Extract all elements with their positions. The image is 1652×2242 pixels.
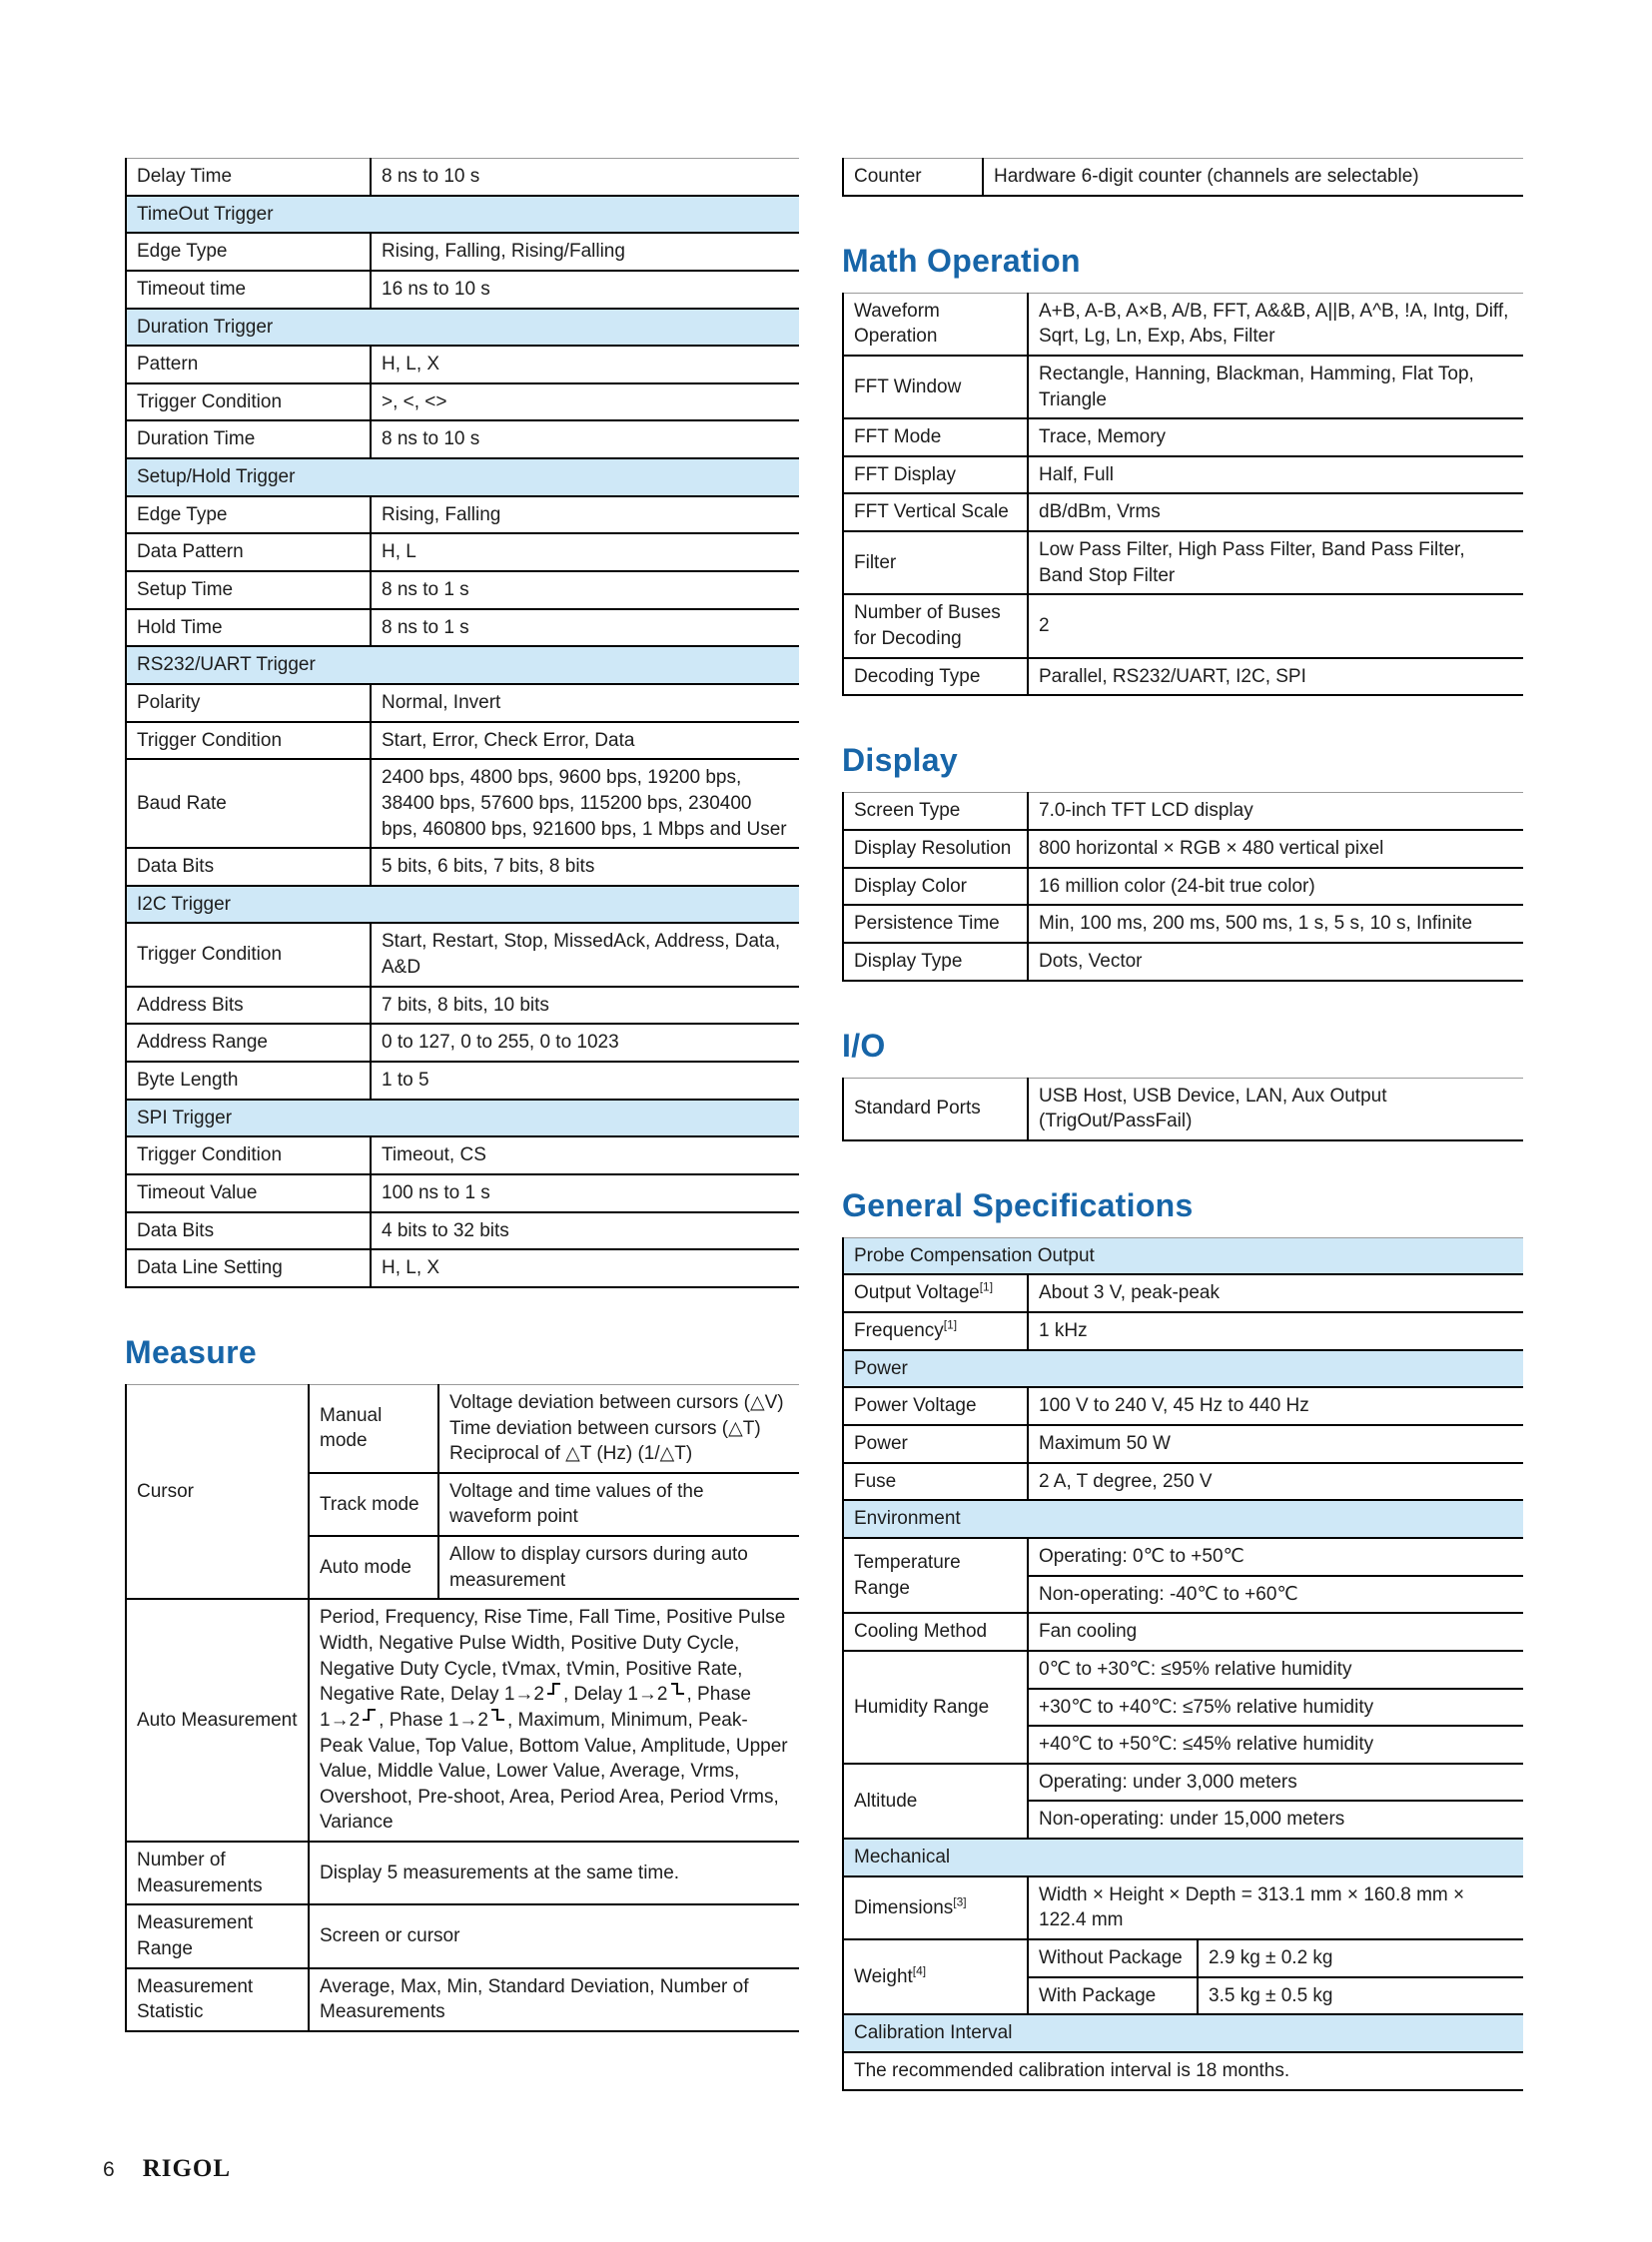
cursor-mode-desc	[438, 1473, 799, 1536]
spec-value: A+B, A-B, A×B, A/B, FFT, A&&B, A||B, A^B, !A, Intg, Diff, Sqrt, Lg, Ln, Exp, Abs, Filter	[1028, 293, 1523, 356]
spec-value: Half, Full	[1028, 456, 1523, 494]
spec-row	[126, 271, 799, 309]
spec-value: Display 5 measurements at the same time.	[309, 1842, 799, 1904]
spec-row	[843, 830, 1523, 868]
spec-row	[126, 1904, 799, 1967]
trigger-specs-table	[125, 158, 799, 1288]
spec-label: FFT Mode	[843, 418, 1028, 456]
spec-value: 8 ns to 10 s	[371, 420, 799, 458]
spec-row	[843, 1312, 1523, 1350]
section-band-row	[843, 1350, 1523, 1388]
section-band-label: Setup/Hold Trigger	[126, 458, 799, 496]
spec-value: 2.9 kg ± 0.2 kg	[1198, 1939, 1523, 1977]
spec-row	[843, 1613, 1523, 1651]
spec-value: Timeout, CS	[371, 1136, 799, 1174]
spec-row	[843, 943, 1523, 981]
cursor-mode-label: Track mode	[309, 1473, 438, 1536]
spec-row	[843, 493, 1523, 531]
spec-label: Hold Time	[126, 609, 371, 647]
right-column	[842, 158, 1523, 2091]
spec-label: Waveform Operation	[854, 300, 940, 348]
spec-row	[126, 1174, 799, 1212]
section-band-label: Mechanical	[843, 1839, 1523, 1876]
cursor-mode-label: Auto mode	[309, 1536, 438, 1599]
spec-label: Power Voltage	[843, 1387, 1028, 1425]
section-band-label: RS232/UART Trigger	[126, 646, 799, 684]
desc-line: Allow to display cursors during auto measurement	[449, 1544, 748, 1591]
spec-row	[843, 1463, 1523, 1501]
spec-label: Persistence Time	[843, 905, 1028, 943]
spec-value: 1 kHz	[1028, 1312, 1523, 1350]
spec-value: 5 bits, 6 bits, 7 bits, 8 bits	[371, 848, 799, 886]
spec-label: Data Line Setting	[126, 1249, 371, 1287]
spec-row	[843, 1274, 1523, 1312]
spec-value: USB Host, USB Device, LAN, Aux Output (TrigOut/PassFail)	[1028, 1078, 1523, 1140]
spec-row	[126, 848, 799, 886]
spec-row	[843, 868, 1523, 906]
spec-label: Pattern	[126, 346, 371, 383]
spec-value: Non-operating: -40℃ to +60℃	[1028, 1576, 1523, 1614]
spec-value: >, <, <>	[371, 383, 799, 421]
rising-edge-icon	[546, 1682, 561, 1696]
spec-value: H, L, X	[371, 346, 799, 383]
cursor-mode-row	[126, 1384, 799, 1472]
display-table	[842, 792, 1523, 981]
spec-label: Cursor	[137, 1480, 195, 1502]
desc-line: Voltage and time values of the waveform point	[449, 1480, 704, 1528]
spec-label: FFT Window	[843, 356, 1028, 418]
rising-edge-icon	[362, 1708, 377, 1722]
spec-row	[126, 722, 799, 760]
spec-value: Non-operating: under 15,000 meters	[1028, 1801, 1523, 1839]
spec-row	[126, 159, 799, 196]
spec-value: Rectangle, Hanning, Blackman, Hamming, Flat Top, Triangle	[1028, 356, 1523, 418]
spec-value: Operating: under 3,000 meters	[1028, 1764, 1523, 1802]
section-band-row	[126, 646, 799, 684]
spec-row	[843, 159, 1523, 196]
rigol-logo: RIGOL	[142, 2155, 232, 2182]
spec-value: 8 ns to 1 s	[371, 571, 799, 609]
spec-row	[126, 1968, 799, 2031]
section-band-label: Environment	[843, 1500, 1523, 1538]
page-footer	[103, 2155, 231, 2183]
spec-value: Trace, Memory	[1028, 418, 1523, 456]
spec-value: About 3 V, peak-peak	[1028, 1274, 1523, 1312]
spec-value: 1 to 5	[371, 1062, 799, 1100]
spec-label: Data Pattern	[126, 533, 371, 571]
spec-row	[843, 1078, 1523, 1140]
spec-row	[126, 1062, 799, 1100]
spec-value: Fan cooling	[1028, 1613, 1523, 1651]
spec-row	[126, 383, 799, 421]
spec-value: 100 ns to 1 s	[371, 1174, 799, 1212]
math-operation-table	[842, 293, 1523, 697]
spec-row	[843, 356, 1523, 418]
section-band-row	[843, 1500, 1523, 1538]
spec-label: Edge Type	[126, 496, 371, 534]
section-band-row	[126, 196, 799, 234]
spec-row	[843, 594, 1523, 657]
spec-row	[126, 496, 799, 534]
spec-row	[126, 1136, 799, 1174]
spec-label: Data Bits	[126, 848, 371, 886]
spec-value: Screen or cursor	[309, 1904, 799, 1967]
spec-row	[126, 1212, 799, 1250]
spec-row	[126, 1249, 799, 1287]
footnote-ref: [1]	[979, 1280, 994, 1295]
spec-label: Filter	[843, 531, 1028, 594]
section-band-row	[843, 2014, 1523, 2052]
spec-subkey: With Package	[1028, 1977, 1198, 2015]
spec-value: +40℃ to +50℃: ≤45% relative humidity	[1028, 1726, 1523, 1764]
spec-value: Operating: 0℃ to +50℃	[1028, 1538, 1523, 1576]
spec-label: Timeout time	[126, 271, 371, 309]
spec-value: Min, 100 ms, 200 ms, 500 ms, 1 s, 5 s, 10 s, Infinite	[1028, 905, 1523, 943]
section-band-label: Calibration Interval	[843, 2014, 1523, 2052]
spec-value: Maximum 50 W	[1028, 1425, 1523, 1463]
spec-value: Start, Error, Check Error, Data	[371, 722, 799, 760]
spec-value: 7 bits, 8 bits, 10 bits	[371, 987, 799, 1025]
spec-label: Setup Time	[126, 571, 371, 609]
spec-value: Start, Restart, Stop, MissedAck, Address, Data, A&D	[371, 923, 799, 986]
spec-value: Dots, Vector	[1028, 943, 1523, 981]
spec-value: Hardware 6-digit counter (channels are selectable)	[983, 159, 1523, 196]
spec-label: Display Color	[843, 868, 1028, 906]
section-band-row	[843, 1237, 1523, 1274]
spec-value: 0 to 127, 0 to 255, 0 to 1023	[371, 1024, 799, 1062]
spec-label: Trigger Condition	[126, 383, 371, 421]
spec-row	[843, 531, 1523, 594]
cursor-mode-desc	[438, 1384, 799, 1472]
desc-line: Voltage deviation between cursors (△V)	[449, 1391, 784, 1413]
spec-row	[126, 987, 799, 1025]
spec-label: Measurement Statistic	[126, 1968, 309, 2031]
spec-row	[126, 420, 799, 458]
footnote-ref: [3]	[953, 1894, 967, 1909]
spec-label: Frequency[1]	[843, 1312, 1028, 1350]
spec-label: Output Voltage[1]	[843, 1274, 1028, 1312]
spec-row	[126, 1842, 799, 1904]
spec-value: Parallel, RS232/UART, I2C, SPI	[1028, 658, 1523, 696]
spec-row	[843, 1425, 1523, 1463]
spec-label: Decoding Type	[843, 658, 1028, 696]
spec-value: +30℃ to +40℃: ≤75% relative humidity	[1028, 1689, 1523, 1727]
spec-value: Width × Height × Depth = 313.1 mm × 160.8 mm × 122.4 mm	[1028, 1876, 1523, 1939]
spec-label: FFT Display	[843, 456, 1028, 494]
section-band-label: Duration Trigger	[126, 309, 799, 347]
spec-label: Weight[4]	[843, 1939, 1028, 2014]
spec-label: Delay Time	[137, 166, 233, 187]
spec-row	[126, 1024, 799, 1062]
spec-value: 2 A, T degree, 250 V	[1028, 1463, 1523, 1501]
desc-line: Time deviation between cursors (△T)	[449, 1417, 761, 1439]
section-band-row	[126, 458, 799, 496]
spec-label: Temperature Range	[843, 1538, 1028, 1613]
spec-value: 8 ns to 1 s	[371, 609, 799, 647]
spec-row	[126, 684, 799, 722]
note-row	[843, 2052, 1523, 2090]
spec-row	[126, 533, 799, 571]
spec-label: Address Bits	[126, 987, 371, 1025]
counter-table	[842, 158, 1523, 197]
spec-row	[843, 418, 1523, 456]
spec-value: 8 ns to 10 s	[371, 159, 799, 196]
spec-label: Fuse	[843, 1463, 1028, 1501]
spec-label: Dimensions[3]	[843, 1876, 1028, 1939]
section-band-row	[843, 1839, 1523, 1876]
spec-value: Period, Frequency, Rise Time, Fall Time, Positive Pulse Width, Negative Pulse Width, Positive Duty Cycle, Negative Duty Cycle, tVmax, tVmin, Positive Rate, Negative Rate, Delay 1→2 , Delay 1→2 , Phase 1→2 , Phase 1→2 , Maximum, Minimum, Peak-Peak Value, Top Value, Bottom Value, Amplitude, Upper Value, Middle Value, Lower Value, Average, Vrms, Overshoot, Pre-shoot, Area, Period Area, Period Vrms, Variance	[309, 1599, 799, 1842]
spec-label: Edge Type	[126, 233, 371, 271]
spec-row	[843, 1538, 1523, 1576]
falling-edge-icon	[490, 1708, 505, 1722]
spec-label: Duration Time	[126, 420, 371, 458]
spec-label: Baud Rate	[126, 759, 371, 848]
spec-row	[843, 1651, 1523, 1689]
spec-label: FFT Vertical Scale	[843, 493, 1028, 531]
spec-label: Display Resolution	[843, 830, 1028, 868]
spec-label: Byte Length	[126, 1062, 371, 1100]
note-text: The recommended calibration interval is 18 months.	[843, 2052, 1523, 2090]
spec-row	[843, 1939, 1523, 1977]
section-band-row	[126, 1100, 799, 1137]
spec-value: H, L	[371, 533, 799, 571]
spec-label: Display Type	[843, 943, 1028, 981]
spec-row	[843, 1764, 1523, 1802]
spec-label: Number of Measurements	[126, 1842, 309, 1904]
footnote-ref: [4]	[912, 1963, 927, 1978]
spec-label: Cooling Method	[843, 1613, 1028, 1651]
spec-row	[843, 658, 1523, 696]
spec-row	[126, 233, 799, 271]
spec-label: Humidity Range	[843, 1651, 1028, 1764]
spec-value: 0℃ to +30℃: ≤95% relative humidity	[1028, 1651, 1523, 1689]
spec-label: Altitude	[843, 1764, 1028, 1839]
spec-row	[126, 571, 799, 609]
measure-table	[125, 1384, 799, 2032]
falling-edge-icon	[670, 1682, 685, 1696]
spec-label: Address Range	[126, 1024, 371, 1062]
section-band-row	[126, 309, 799, 347]
spec-value: Average, Max, Min, Standard Deviation, Number of Measurements	[309, 1968, 799, 2031]
spec-label: Screen Type	[854, 800, 961, 822]
spec-label: Trigger Condition	[126, 722, 371, 760]
footnote-ref: [1]	[943, 1317, 958, 1332]
spec-label: Number of Buses for Decoding	[843, 594, 1028, 657]
spec-value: 16 million color (24-bit true color)	[1028, 868, 1523, 906]
section-band-label: Power	[843, 1350, 1523, 1388]
spec-row	[843, 1876, 1523, 1939]
general-specifications-section-title: General Specifications	[842, 1186, 1194, 1223]
spec-value: Rising, Falling, Rising/Falling	[371, 233, 799, 271]
spec-label: Trigger Condition	[126, 923, 371, 986]
display-section-title: Display	[842, 742, 958, 779]
section-band-row	[126, 886, 799, 924]
section-band-label: I2C Trigger	[126, 886, 799, 924]
spec-value: 4 bits to 32 bits	[371, 1212, 799, 1250]
section-band-label: TimeOut Trigger	[126, 196, 799, 234]
spec-label: Power	[843, 1425, 1028, 1463]
spec-label: Standard Ports	[854, 1098, 981, 1120]
spec-row	[126, 759, 799, 848]
spec-row	[843, 793, 1523, 830]
spec-label: Trigger Condition	[126, 1136, 371, 1174]
spec-label: Polarity	[126, 684, 371, 722]
spec-value: H, L, X	[371, 1249, 799, 1287]
spec-value: 800 horizontal × RGB × 480 vertical pixel	[1028, 830, 1523, 868]
spec-value: Rising, Falling	[371, 496, 799, 534]
cursor-mode-label: Manual mode	[309, 1384, 438, 1472]
section-band-label: SPI Trigger	[126, 1100, 799, 1137]
io-section-title: I/O	[842, 1027, 886, 1064]
section-band-label: Probe Compensation Output	[843, 1237, 1523, 1274]
spec-value: 100 V to 240 V, 45 Hz to 440 Hz	[1028, 1387, 1523, 1425]
spec-value: 2400 bps, 4800 bps, 9600 bps, 19200 bps, 38400 bps, 57600 bps, 115200 bps, 230400 bps, 460800 bps, 921600 bps, 1 Mbps and User	[371, 759, 799, 848]
spec-row	[843, 1387, 1523, 1425]
spec-value: Low Pass Filter, High Pass Filter, Band Pass Filter, Band Stop Filter	[1028, 531, 1523, 594]
spec-label: Measurement Range	[126, 1904, 309, 1967]
measure-section-title: Measure	[125, 1333, 257, 1370]
left-column	[125, 158, 799, 2032]
spec-label: Timeout Value	[126, 1174, 371, 1212]
spec-label: Data Bits	[126, 1212, 371, 1250]
spec-subkey: Without Package	[1028, 1939, 1198, 1977]
spec-row	[843, 456, 1523, 494]
spec-label: Counter	[854, 166, 922, 187]
general-specifications-table	[842, 1237, 1523, 2091]
spec-label: Auto Measurement	[126, 1599, 309, 1842]
cursor-mode-desc	[438, 1536, 799, 1599]
spec-value: 7.0-inch TFT LCD display	[1028, 793, 1523, 830]
spec-value: 16 ns to 10 s	[371, 271, 799, 309]
spec-row	[126, 609, 799, 647]
desc-line: Reciprocal of △T (Hz) (1/△T)	[449, 1443, 693, 1465]
spec-value: dB/dBm, Vrms	[1028, 493, 1523, 531]
page-number: 6	[103, 2158, 115, 2181]
spec-row	[843, 905, 1523, 943]
spec-value: 2	[1028, 594, 1523, 657]
spec-row	[126, 346, 799, 383]
math-operation-section-title: Math Operation	[842, 242, 1081, 279]
spec-row	[843, 293, 1523, 356]
spec-value: Normal, Invert	[371, 684, 799, 722]
spec-row	[126, 1599, 799, 1842]
spec-row	[126, 923, 799, 986]
spec-value: 3.5 kg ± 0.5 kg	[1198, 1977, 1523, 2015]
io-table	[842, 1078, 1523, 1141]
